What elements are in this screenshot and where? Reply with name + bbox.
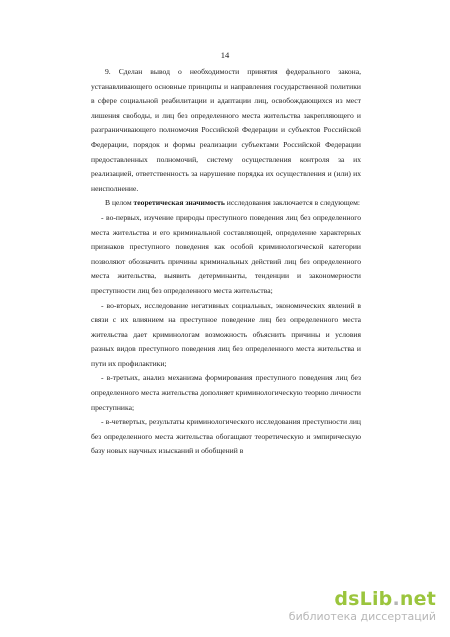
list-item-third: - в-третьих, анализ механизма формирования преступного поведения лиц без определенного места жительства дополняет криминологическую теорию личности преступника; — [91, 373, 361, 412]
paragraph-conclusion-9: 9. Сделан вывод о необходимости принятия федерального закона, устанавливающего основные принципы и направления государственной политики в сфере социальной реабилитации и адаптации лиц, освобождающихся из мест лишения свободы, и лиц без определенного места жительства закрепляющего и разграничивающего полномочия Российской Федерации и субъектов Российской Федерации, порядок и формы реализации субъектами Российской Федерации предоставленных полномочий, систему осуществления контроля за их реализацией, ответственность за нарушение порядка их осуществления и (или) их неисполнение. — [91, 67, 361, 193]
list-item-first: - во-первых, изучение природы преступного поведения лиц без определенного места жительства и его криминальной составляющей, определение характерных признаков преступного поведения как особой криминологической категории позволяют обозначить причины криминальных действий лиц без определенного места жительства, выявить детерминанты, тенденции и закономерности преступности лиц без определенного места жительства; — [91, 212, 361, 295]
watermark-logo — [289, 589, 436, 609]
significance-term: теоретическая значимость — [133, 198, 225, 208]
watermark-subtitle: библиотека диссертаций — [288, 610, 436, 623]
watermark-logo-dot: . — [392, 588, 400, 610]
page-number: 14 — [220, 50, 230, 60]
significance-outro: исследования заключается в следующем: — [224, 198, 361, 208]
watermark-logo-main: dsLib — [334, 588, 393, 610]
paragraph-theoretical-significance — [91, 196, 361, 211]
list-item-second: - во-вторых, исследование негативных социальных, экономических явлений в связи с их влиянием на преступное поведение лиц без определенного места жительства дает криминологам возможность объяснить причины и условия разных видов преступного поведения лиц без определенного места жительства и пути их профилактики; — [91, 300, 361, 368]
watermark — [289, 589, 436, 623]
main-text — [91, 65, 361, 459]
watermark-logo-tld: net — [399, 588, 436, 610]
significance-intro: В целом — [105, 198, 134, 208]
list-item-fourth: - в-четвертых, результаты криминологического исследования преступности лиц без определенного места жительства обогащают теоретическую и эмпирическую базу новых научных изысканий и обобщений в — [91, 417, 361, 456]
